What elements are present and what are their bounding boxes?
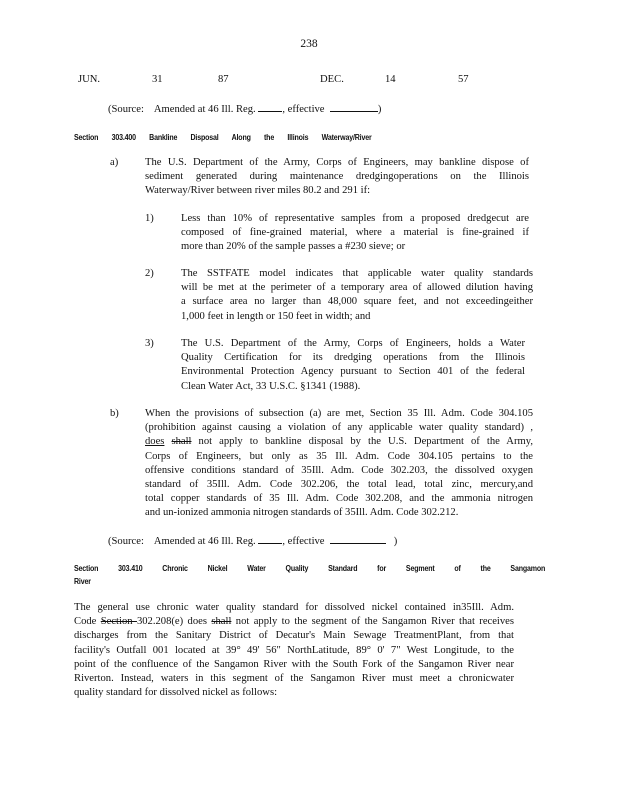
item-b-marker: b) xyxy=(110,408,119,419)
item-b-line: offensive conditions standard of 35Ill. Adm. Code 302.203, the dissolved oxygen xyxy=(145,464,533,476)
sub-1-line: more than 20% of the sample passes a #230 sieve; or xyxy=(181,241,406,253)
nickel-line-part: 302.208(e) does xyxy=(136,616,212,628)
sub-1-line: Less than 10% of representative samples from a proposed dredgecut are xyxy=(181,213,529,224)
sub-3-marker: 3) xyxy=(145,338,154,349)
sub-3-text xyxy=(181,337,525,394)
nickel-line-part: not apply to the segment of the Sangamon River that receives xyxy=(231,616,514,628)
nickel-line: The general use chronic water quality standard for dissolved nickel contained in35Ill. Adm. xyxy=(74,602,514,613)
sub-2-marker: 2) xyxy=(145,268,154,279)
item-a-line: Waterway/River between river miles 80.2 and 291 if: xyxy=(145,185,371,197)
item-a-line: The U.S. Department of the Army, Corps of Engineers, may bankline dispose of xyxy=(145,157,529,168)
item-a-text xyxy=(145,156,529,199)
inserted-text: does xyxy=(145,436,165,448)
date-year-1: 87 xyxy=(218,74,229,85)
item-b-line-amended xyxy=(145,435,533,449)
section-heading-303-410-cont: River xyxy=(74,576,91,586)
nickel-line: quality standard for dissolved nickel as follows: xyxy=(74,687,278,699)
nickel-line: point of the confluence of the Sangamon River with the South Fork of the Sangamon River near xyxy=(74,658,514,670)
source-text: Amended at 46 Ill. Reg. xyxy=(153,536,256,547)
effective-blank xyxy=(330,533,386,544)
reg-blank xyxy=(258,101,282,112)
item-a-marker: a) xyxy=(110,157,119,168)
item-b-text xyxy=(145,407,533,521)
sub-3-line: The U.S. Department of the Army, Corps of Engineers, holds a Water xyxy=(181,338,525,349)
page-number: 238 xyxy=(300,38,318,50)
sub-1-line: composed of fine-grained material, where a material is fine-grained if xyxy=(181,227,529,239)
sub-1-text xyxy=(181,212,529,255)
source-prefix: (Source: xyxy=(108,104,144,115)
nickel-line: discharges from the Sanitary District of Decatur's Main Sewage TreatmentPlant, from that xyxy=(74,630,514,642)
sub-3-line: Environmental Protection Agency pursuant to Section 401 of the federal xyxy=(181,366,525,378)
effective-blank xyxy=(330,101,378,112)
source-close: ) xyxy=(393,536,398,547)
nickel-line-part: Code xyxy=(74,616,101,628)
deleted-text: shall xyxy=(211,616,232,628)
nickel-line: facility's Outfall 001 located at 39° 49' 56" NorthLatitude, 89° 0' 7" West Longitude, to the xyxy=(74,644,514,656)
section-heading-303-400: Section 303.400 Bankline Disposal Along the Illinois Waterway/River xyxy=(74,132,372,142)
source-text: Amended at 46 Ill. Reg. xyxy=(153,104,256,115)
source-note-1 xyxy=(108,101,381,117)
item-b-line-rest: not apply to bankline disposal by the U.S. Department of the Army, xyxy=(191,436,533,448)
sub-2-line: The SSTFATE model indicates that applicable water quality standards xyxy=(181,268,533,279)
item-b-line: When the provisions of subsection (a) are met, Section 35 Ill. Adm. Code 304.105 xyxy=(145,408,533,419)
deleted-text: Section xyxy=(100,616,137,628)
sub-2-line: 1,000 feet in length or 150 feet in width; and xyxy=(181,310,371,322)
reg-blank xyxy=(258,533,282,544)
source-effective: , effective xyxy=(282,104,325,115)
source-close: ) xyxy=(377,104,382,115)
date-day-2: 14 xyxy=(385,74,396,85)
source-prefix: (Source: xyxy=(108,536,144,547)
item-a-line: sediment generated during maintenance dredgingoperations on the Illinois xyxy=(145,171,529,183)
nickel-line: Riverton. Instead, waters in this segment of the Sangamon River must meet a chronicwater xyxy=(74,672,514,684)
source-note-2 xyxy=(108,533,397,549)
nickel-line-amended xyxy=(74,615,514,629)
item-b-line: (prohibition against causing a violation of any applicable water quality standard) , xyxy=(145,422,533,434)
date-day-1: 31 xyxy=(152,74,163,85)
item-b-line: total copper standards of 35 Ill. Adm. Code 302.208, and the ammonia nitrogen xyxy=(145,493,533,505)
item-b-line: standard of 35Ill. Adm. Code 302.206, the total lead, total zinc, mercury,and xyxy=(145,478,533,490)
sub-2-line: a surface area no larger than 48,000 square feet, and not exceedingeither xyxy=(181,296,533,308)
sub-2-text xyxy=(181,267,533,324)
date-month-2: DEC. xyxy=(320,74,344,85)
deleted-text: shall xyxy=(171,436,192,448)
sub-3-line: Clean Water Act, 33 U.S.C. §1341 (1988). xyxy=(181,380,361,392)
date-month-1: JUN. xyxy=(78,74,101,85)
section-heading-303-410: Section 303.410 Chronic Nickel Water Quality Standard for Segment of the Sangamon xyxy=(74,563,546,573)
item-b-line: Corps of Engineers, but only as 35 Ill. Adm. Code 304.105 pertains to the xyxy=(145,450,533,462)
sub-1-marker: 1) xyxy=(145,213,154,224)
item-b-line: and un-ionized ammonia nitrogen standards of 35Ill. Adm. Code 302.212. xyxy=(145,507,459,519)
source-effective: , effective xyxy=(282,536,325,547)
sub-3-line: Quality Certification for its dredging operations from the Illinois xyxy=(181,352,525,364)
date-year-2: 57 xyxy=(458,74,469,85)
sub-2-line: will be met at the perimeter of a temporary area of allowed dilution having xyxy=(181,282,533,294)
nickel-standard-paragraph xyxy=(74,601,514,700)
